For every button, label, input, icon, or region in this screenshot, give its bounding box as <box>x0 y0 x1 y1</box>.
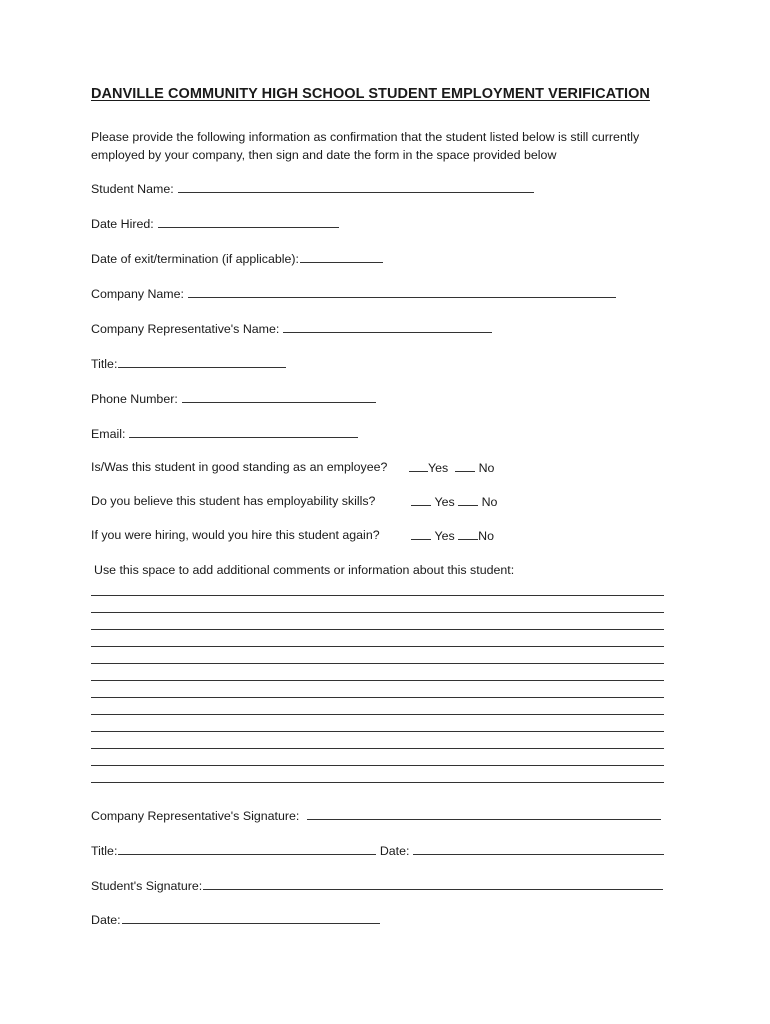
no-label: No <box>478 529 494 543</box>
no-label: No <box>481 495 498 509</box>
signature-title-field[interactable] <box>118 843 376 855</box>
comment-line[interactable] <box>91 748 664 749</box>
email-field[interactable] <box>129 426 358 438</box>
no-blank[interactable] <box>458 494 478 506</box>
title-row <box>91 356 286 372</box>
rep-signature-field[interactable] <box>307 808 661 820</box>
signature-date-label: Date: <box>379 844 410 858</box>
comment-line[interactable] <box>91 714 664 715</box>
comment-line[interactable] <box>91 612 664 613</box>
phone-row <box>91 391 376 407</box>
comment-line[interactable] <box>91 680 664 681</box>
comment-line[interactable] <box>91 765 664 766</box>
comment-line[interactable] <box>91 629 664 630</box>
intro-text: Please provide the following information as confirmation that the student listed below is still currently employed by your company, then sign and date the form in the space provided below <box>91 130 640 162</box>
title-label: Title: <box>91 357 118 371</box>
date-hired-row <box>91 216 339 232</box>
no-blank[interactable] <box>458 528 478 540</box>
comment-line[interactable] <box>91 595 664 596</box>
yes-label: Yes <box>434 495 455 509</box>
yes-no-answer <box>411 528 494 544</box>
title-field[interactable] <box>118 356 286 368</box>
yes-blank[interactable] <box>411 528 431 540</box>
yes-label: Yes <box>428 461 449 475</box>
question-text: Do you believe this student has employability skills? <box>91 494 376 508</box>
signature-title-label: Title: <box>91 844 118 858</box>
student-name-label: Student Name: <box>91 182 174 196</box>
rep-signature-label: Company Representative's Signature: <box>91 809 300 823</box>
phone-field[interactable] <box>182 391 376 403</box>
rep-name-field[interactable] <box>283 321 492 333</box>
comment-line[interactable] <box>91 697 664 698</box>
company-name-label: Company Name: <box>91 287 184 301</box>
yes-no-answer <box>409 460 494 476</box>
page-title: DANVILLE COMMUNITY HIGH SCHOOL STUDENT EMPLOYMENT VERIFICATION <box>91 86 650 102</box>
date-hired-label: Date Hired: <box>91 217 154 231</box>
student-name-row <box>91 181 534 197</box>
email-row <box>91 426 358 442</box>
rep-name-row <box>91 321 492 337</box>
student-signature-field[interactable] <box>203 878 663 890</box>
student-signature-row <box>91 878 663 894</box>
yes-no-answer <box>411 494 497 510</box>
question-text: If you were hiring, would you hire this student again? <box>91 528 380 542</box>
student-date-row <box>91 912 380 928</box>
company-name-field[interactable] <box>188 286 616 298</box>
student-name-field[interactable] <box>178 181 534 193</box>
yes-blank[interactable] <box>411 494 431 506</box>
yes-label: Yes <box>434 529 455 543</box>
comments-label: Use this space to add additional comments or information about this student: <box>94 563 515 577</box>
student-signature-label: Student's Signature: <box>91 879 203 893</box>
comment-line[interactable] <box>91 782 664 783</box>
question-text: Is/Was this student in good standing as an employee? <box>91 460 388 474</box>
no-blank[interactable] <box>455 460 475 472</box>
comment-line[interactable] <box>91 663 664 664</box>
comment-line[interactable] <box>91 731 664 732</box>
student-date-label: Date: <box>91 913 121 927</box>
email-label: Email: <box>91 427 126 441</box>
date-exit-row <box>91 251 383 267</box>
date-exit-label: Date of exit/termination (if applicable): <box>91 252 299 266</box>
date-hired-field[interactable] <box>158 216 339 228</box>
company-name-row <box>91 286 616 302</box>
student-date-field[interactable] <box>122 912 380 924</box>
title-date-row <box>91 843 664 859</box>
signature-date-field[interactable] <box>413 843 664 855</box>
phone-label: Phone Number: <box>91 392 178 406</box>
rep-signature-row <box>91 808 661 824</box>
rep-name-label: Company Representative's Name: <box>91 322 280 336</box>
date-exit-field[interactable] <box>300 251 383 263</box>
comment-line[interactable] <box>91 646 664 647</box>
no-label: No <box>478 461 495 475</box>
yes-blank[interactable] <box>409 460 428 472</box>
